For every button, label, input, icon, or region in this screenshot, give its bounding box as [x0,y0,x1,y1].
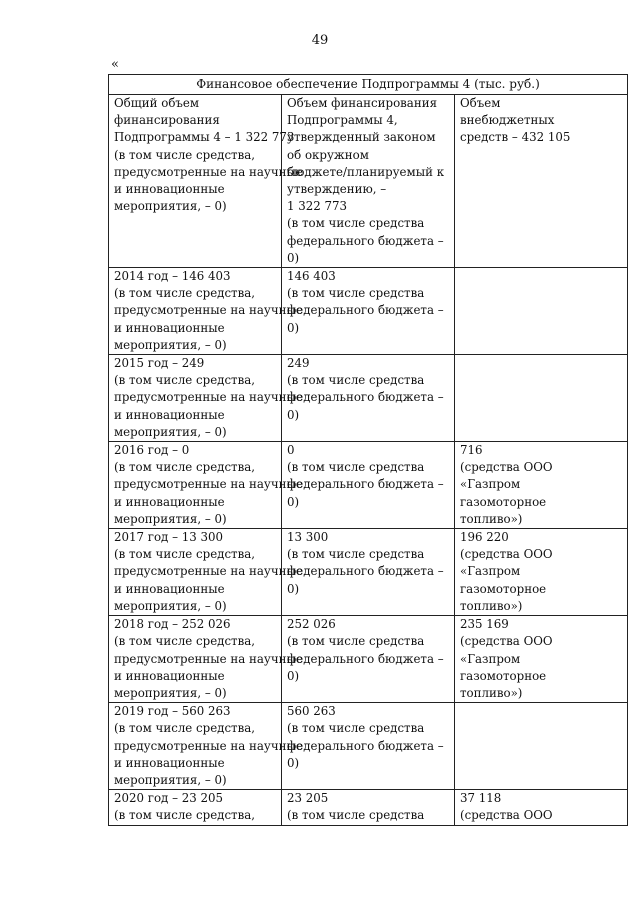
cell-text-line: предусмотренные на научные [114,390,303,405]
cell-text-line: федерального бюджета – [287,564,444,579]
cell-text-line: и инновационные [114,182,225,197]
cell-text-line: предусмотренные на научные [114,738,303,753]
cell-text-line: 0) [287,581,300,596]
cell-text-line: газомоторное [460,581,547,596]
budget-financing-cell [282,529,455,616]
cell-text-line: 2020 год – 23 205 [114,791,223,806]
cell-text-line: федерального бюджета – [287,390,444,405]
cell-text-line: (в том числе средства, [114,373,256,388]
cell-text-line: федерального бюджета – [287,303,444,318]
cell-text-line: 23 205 [287,791,329,806]
cell-text-line: 2014 год – 146 403 [114,269,231,284]
cell-text-line: (в том числе средства [287,216,425,231]
cell-text-line: и инновационные [114,668,225,683]
cell-text-line: (средства ООО [460,547,553,562]
page-number: 49 [311,33,329,48]
cell-text-line: мероприятия, – 0) [114,685,227,700]
cell-text-line: федерального бюджета – [287,651,444,666]
budget-financing-cell [282,355,455,442]
cell-text-line: предусмотренные на научные [114,477,303,492]
cell-text-line: Объем финансирования [287,96,438,110]
cell-text-line: Подпрограммы 4 – 1 322 773 [114,130,295,145]
cell-text-line: мероприятия, – 0) [114,424,227,439]
total-financing-cell [109,790,282,825]
cell-text-line: (в том числе средства [287,286,425,301]
cell-text-line: (в том числе средства, [114,808,256,823]
extrabudgetary-cell [455,268,628,355]
cell-text-line: и инновационные [114,581,225,596]
cell-text-line: (в том числе средства, [114,634,256,649]
total-financing-cell [109,268,303,355]
cell-text-line: предусмотренные на научные [114,564,303,579]
cell-text-line: внебюджетных [460,113,555,128]
table-row [109,355,628,442]
cell-text-line: 2016 год – 0 [114,443,190,458]
cell-text-line: 146 403 [287,269,336,284]
cell-text-line: федерального бюджета – [287,233,444,248]
cell-text-line: 716 [460,443,483,458]
cell-text-line: (в том числе средства [287,808,425,823]
financing-table-body [109,75,628,826]
cell-text-line: федерального бюджета – [287,477,444,492]
cell-text-line: 37 118 [460,791,502,806]
cell-text-line: топливо») [460,511,523,526]
cell-text-line: Общий объем [114,96,200,110]
cell-text-line: и инновационные [114,494,225,509]
cell-text-line: и инновационные [114,755,225,770]
cell-text-line: средств – 432 105 [460,130,571,145]
table-row [109,703,628,790]
cell-text-line: (в том числе средства [287,460,425,475]
cell-text-line: мероприятия, – 0) [114,511,227,526]
cell-text-line: утверждению, – [287,182,387,197]
cell-text-line: 1 322 773 [287,199,348,214]
extrabudgetary-cell [455,790,628,825]
total-financing-cell [109,442,303,529]
cell-text-line: 0) [287,494,300,509]
table-row [109,95,628,268]
cell-text-line: (в том числе средства [287,721,425,736]
cell-text-line: «Газпром [460,651,521,666]
budget-financing-cell [282,95,455,268]
total-financing-cell [109,95,303,268]
cell-text-line: «Газпром [460,477,521,492]
extrabudgetary-cell [455,355,628,442]
cell-text-line: 235 169 [460,617,509,632]
opening-quote: « [111,57,119,72]
cell-text-line: и инновационные [114,407,225,422]
cell-text-line: 0) [287,407,300,422]
cell-text-line: Объем [460,96,501,110]
cell-text-line: бюджете/планируемый к [287,164,445,179]
cell-text-line: «Газпром [460,564,521,579]
cell-text-line: 0 [287,443,295,458]
budget-financing-cell [282,616,455,703]
table-row [109,442,628,529]
cell-text-line: федерального бюджета – [287,738,444,753]
extrabudgetary-cell [455,442,628,529]
table-row [109,529,628,616]
cell-text-line: 2018 год – 252 026 [114,617,231,632]
extrabudgetary-cell [455,95,628,268]
table-row [109,790,628,825]
cell-text-line: 0) [287,668,300,683]
cell-text-line: предусмотренные на научные [114,303,303,318]
cell-text-line: 0) [287,755,300,770]
extrabudgetary-cell [455,616,628,703]
cell-text-line: (в том числе средства [287,634,425,649]
cell-text-line: и инновационные [114,320,225,335]
cell-text-line: топливо») [460,598,523,613]
cell-text-line: предусмотренные на научные [114,651,303,666]
total-financing-cell [109,616,303,703]
extrabudgetary-cell [455,529,628,616]
cell-text-line: мероприятия, – 0) [114,199,227,214]
total-financing-cell [109,703,303,790]
table-row [109,268,628,355]
cell-text-line: (в том числе средства, [114,460,256,475]
table-caption: Финансовое обеспечение Подпрограммы 4 (тыс. руб.) [109,75,628,95]
cell-text-line: (средства ООО [460,808,553,823]
cell-text-line: мероприятия, – 0) [114,337,227,352]
financing-table [108,74,628,826]
cell-text-line: (в том числе средства, [114,147,256,162]
cell-text-line: газомоторное [460,668,547,683]
cell-text-line: топливо») [460,685,523,700]
cell-text-line: утвержденный законом [287,130,436,145]
budget-financing-cell [282,703,455,790]
cell-text-line: газомоторное [460,494,547,509]
cell-text-line: мероприятия, – 0) [114,598,227,613]
cell-text-line: 0) [287,250,300,265]
budget-financing-cell [282,790,455,825]
cell-text-line: 249 [287,356,310,371]
cell-text-line: Подпрограммы 4, [287,113,398,128]
cell-text-line: 2017 год – 13 300 [114,530,223,545]
cell-text-line: (в том числе средства [287,373,425,388]
budget-financing-cell [282,268,455,355]
cell-text-line: 196 220 [460,530,509,545]
cell-text-line: (средства ООО [460,460,553,475]
total-financing-cell [109,529,303,616]
cell-text-line: предусмотренные на научные [114,164,303,179]
cell-text-line: 2019 год – 560 263 [114,704,231,719]
cell-text-line: финансирования [114,113,220,128]
cell-text-line: об окружном [287,147,369,162]
table-caption-row [109,75,628,95]
cell-text-line: мероприятия, – 0) [114,772,227,787]
total-financing-cell [109,355,303,442]
cell-text-line: (в том числе средства, [114,721,256,736]
extrabudgetary-cell [455,703,628,790]
budget-financing-cell [282,442,455,529]
cell-text-line: 13 300 [287,530,329,545]
cell-text-line: 2015 год – 249 [114,356,205,371]
cell-text-line: 252 026 [287,617,336,632]
cell-text-line: 0) [287,320,300,335]
cell-text-line: (в том числе средства [287,547,425,562]
cell-text-line: 560 263 [287,704,336,719]
table-row [109,616,628,703]
cell-text-line: (в том числе средства, [114,547,256,562]
cell-text-line: (средства ООО [460,634,553,649]
cell-text-line: (в том числе средства, [114,286,256,301]
financing-table-container [108,74,628,826]
